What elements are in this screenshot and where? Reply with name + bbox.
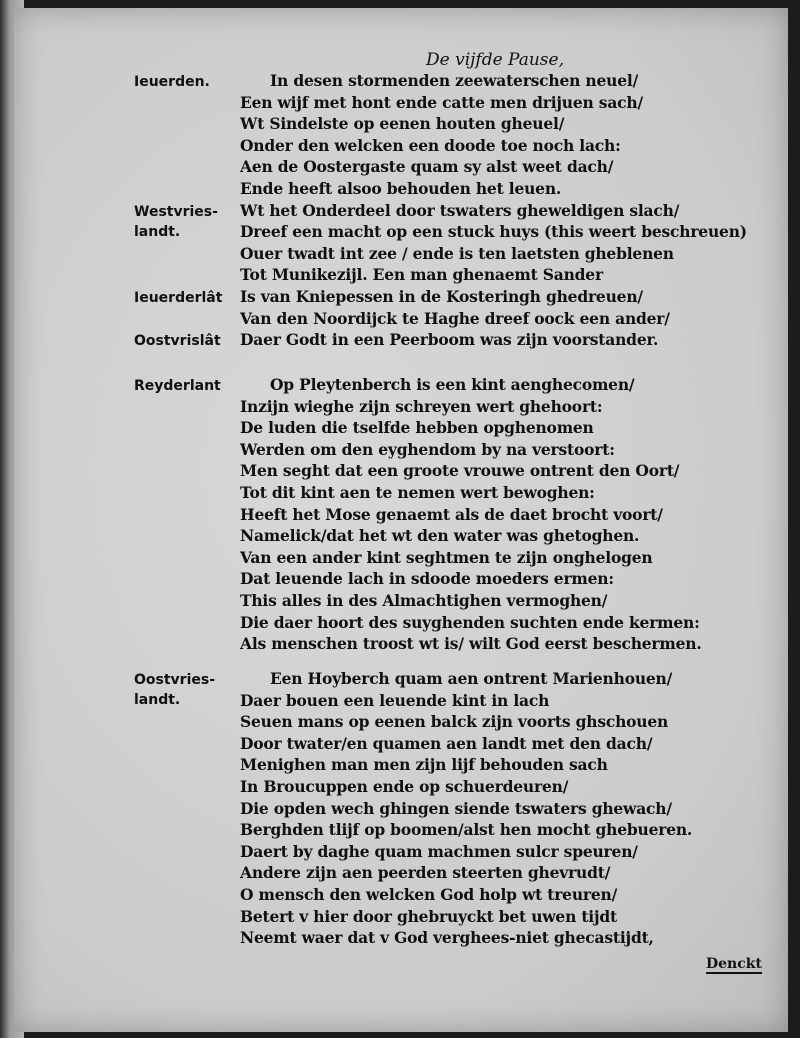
margin-note: Ieuerden. xyxy=(134,74,210,90)
verse-line: Berghden tlijf op boomen/alst hen mocht ghebueren. xyxy=(240,820,693,840)
verse-line: Seuen mans op eenen balck zijn voorts ghschouen xyxy=(240,712,669,732)
verse-line: This alles in des Almachtighen vermoghen/ xyxy=(240,591,608,610)
verse-line: In desen stormenden zeewaterschen neuel/ xyxy=(270,71,639,90)
margin-note: Oostvries- landt. xyxy=(134,672,216,708)
verse-line: Die opden wech ghingen siende tswaters ghewach/ xyxy=(240,798,672,818)
verse-line: Inzijn wieghe zijn schreyen wert ghehoort: xyxy=(240,396,603,416)
margin-note: Reyderlant xyxy=(134,378,221,394)
book-page xyxy=(14,8,788,1032)
verse-line: Wt Sindelste op eenen houten gheuel/ xyxy=(240,114,565,134)
page-header: De vijfde Pause, xyxy=(426,50,564,70)
verse-line: O mensch den welcken God holp wt treuren/ xyxy=(240,885,618,904)
verse-line: De luden die tselfde hebben opghenomen xyxy=(240,418,594,438)
margin-note: Ieuerderlât xyxy=(134,290,223,306)
verse-line: Als menschen troost wt is/ wilt God eerst beschermen. xyxy=(240,634,702,654)
verse-line: Daert by daghe quam machmen sulcr speuren/ xyxy=(240,841,638,861)
verse-line: Wt het Onderdeel door tswaters gheweldigen slach/ xyxy=(240,200,680,220)
verse-line: Een wijf met hont ende catte men drijuen sach/ xyxy=(240,92,643,112)
verse-line: Een Hoyberch quam aen ontrent Marienhouen/ xyxy=(270,669,673,688)
verse-line: Betert v hier door ghebruyckt bet uwen tijdt xyxy=(240,906,617,926)
verse-line: Op Pleytenberch is een kint aenghecomen/ xyxy=(270,375,635,394)
verse-line: Is van Kniepessen in de Kosteringh ghedreuen/ xyxy=(240,287,643,306)
verse-line: Menighen man men zijn lijf behouden sach xyxy=(240,755,608,775)
verse-line: Andere zijn aen peerden steerten ghevrudt/ xyxy=(240,863,611,883)
verse-line: Daer bouen een leuende kint in lach xyxy=(240,690,550,710)
verse-line: Door twater/en quamen aen landt met den dach/ xyxy=(240,733,653,753)
margin-note: Westvries- landt. xyxy=(134,203,218,240)
margin-note: Oostvrislât xyxy=(134,333,221,350)
verse-line: Werden om den eyghendom by na verstoort: xyxy=(240,439,615,459)
catchword: Denckt xyxy=(706,956,762,972)
verse-line: Onder den welcken een doode toe noch lach: xyxy=(240,135,621,155)
verse-line: Ouer twadt int zee / ende is ten laetsten gheblenen xyxy=(240,243,674,263)
verse-line: Ende heeft alsoo behouden het leuen. xyxy=(240,179,562,198)
verse-line: Dreef een macht op een stuck huys (this weert beschreuen) xyxy=(240,222,747,242)
verse-line: Aen de Oostergaste quam sy alst weet dach/ xyxy=(240,157,614,177)
verse-line: Tot dit kint aen te nemen wert bewoghen: xyxy=(240,483,595,502)
verse-line: Namelick/dat het wt den water was ghetoghen. xyxy=(240,526,640,546)
verse-line: Daer Godt in een Peerboom was zijn voorstander. xyxy=(240,330,659,350)
verse-line: Van den Noordijck te Haghe dreef oock een ander/ xyxy=(240,308,670,328)
verse-line: Die daer hoort des suyghenden suchten ende kermen: xyxy=(240,612,700,632)
verse-line: Van een ander kint seghtmen te zijn onghelogen xyxy=(240,547,653,567)
verse-line: Neemt waer dat v God verghees-niet ghecastijdt, xyxy=(240,928,654,948)
verse-line: In Broucuppen ende op schuerdeuren/ xyxy=(240,777,569,796)
verse-line: Heeft het Mose genaemt als de daet brocht voort/ xyxy=(240,504,663,524)
verse-line: Men seght dat een groote vrouwe ontrent den Oort/ xyxy=(240,461,680,481)
verse-line: Dat leuende lach in sdoode moeders ermen: xyxy=(240,569,614,589)
verse-line: Tot Munikezijl. Een man ghenaemt Sander xyxy=(240,265,603,285)
